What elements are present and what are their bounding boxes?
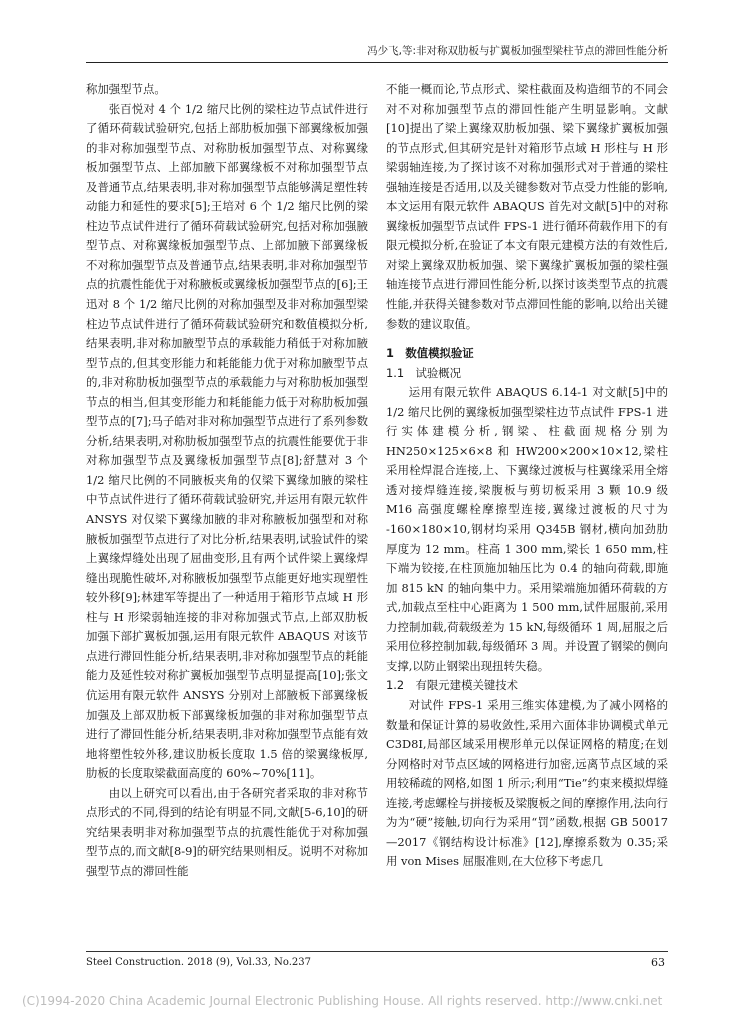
- left-column: [86, 80, 368, 881]
- right-paragraph-intro: 不能一概而论,节点形式、梁柱截面及构造细节的不同会对不对称加强型节点的滞回性能产生明显影响。文献[10]提出了梁上翼缘双肋板加强、梁下翼缘扩翼板加强的节点形式,但其研究是针对箱形节点域 H 形柱与 H 形梁弱轴连接,为了探讨该不对称加强形式对于普通的梁柱强轴连接是否适用,以及关键参数对节点受力性能的影响,本文运用有限元软件 ABAQUS 首先对文献[5]中的对称翼缘板加强型节点试件 FPS-1 进行循环荷载作用下的有限元模拟分析,在验证了本文有限元建模方法的有效性后,对梁上翼缘双肋板加强、梁下翼缘扩翼板加强的梁柱强轴连接节点进行滞回性能分析,以探讨该类型节点的抗震性能,并获得关键参数对节点滞回性能的影响,以给出关键参数的建议取值。: [386, 82, 668, 331]
- page-number: 63: [651, 956, 665, 969]
- journal-citation: Steel Construction. 2018 (9), Vol.33, No.237: [86, 957, 311, 968]
- left-paragraph-summary: 由以上研究可以看出,由于各研究者采取的非对称节点形式的不同,得到的结论有明显不同,文献[5-6,10]的研究结果表明非对称加强型节点的抗震性能优于对称加强型节点的,而文献[8-9]的研究结果则相反。说明不对称加强型节点的滞回性能: [86, 785, 368, 878]
- left-paragraph-continuation: 称加强型节点。: [86, 82, 166, 96]
- right-column: [386, 80, 668, 872]
- running-header: 冯少飞,等:非对称双肋板与扩翼板加强型梁柱节点的滞回性能分析: [367, 45, 668, 57]
- copyright-watermark: (C)1994-2020 China Academic Journal Electronic Publishing House. All rights reserved. http://www.cnki.net: [22, 994, 663, 1008]
- section-heading-1-1: 1.1 试验概况: [386, 365, 462, 380]
- footer-rule: [86, 951, 668, 952]
- section-heading-1-2: 1.2 有限元建模关键技术: [386, 678, 519, 693]
- header-rule: [86, 62, 668, 63]
- paragraph-test-overview: 运用有限元软件 ABAQUS 6.14-1 对文献[5]中的 1/2 缩尺比例的翼缘板加强型梁柱边节点试件 FPS-1 进行实体建模分析,钢梁、柱截面规格分别为 HN250×125×6×8 和 HW200×200×10×12,梁柱采用栓焊混合连接,上、下翼缘过渡板与柱翼缘采用全熔透对接焊缝连接,梁腹板与剪切板采用 3 颗 10.9 级 M16 高强度螺栓摩擦型连接,翼缘过渡板的尺寸为 -160×180×10,钢材均采用 Q345B 钢材,横向加劲肋厚度为 12 mm。柱高 1 300 mm,梁长 1 650 mm,柱下端为铰接,在柱顶施加轴压比为 0.4 的轴向荷载,即施加 815 kN 的轴向集中力。采用梁端施加循环荷载的方式,加载点至柱中心距离为 1 500 mm,试件屈服前,采用力控制加载,荷载级差为 15 kN,每级循环 1 周,屈服之后采用位移控制加载,每级循环 3 周。并设置了钢梁的侧向支撑,以防止钢梁出现扭转失稳。: [386, 385, 668, 673]
- paragraph-fe-modeling: 对试件 FPS-1 采用三维实体建模,为了减小网格的数量和保证计算的易收敛性,采用六面体非协调模式单元 C3D8I,局部区域采用楔形单元以保证网格的精度;在划分网格时对节点区域的网格进行加密,远离节点区域的采用较稀疏的网格,如图 1 所示;利用“Tie”约束来模拟焊缝连接,考虑螺栓与拼接板及梁腹板之间的摩擦作用,法向行为为“硬”接触,切向行为采用“罚”函数,根据 GB 50017—2017《钢结构设计标准》[12],摩擦系数为 0.35;采用 von Mises 屈服准则,在大位移下考虑几: [386, 697, 668, 869]
- section-heading-1: 1 数值模拟验证: [386, 346, 474, 361]
- left-paragraph-literature-review: 张百悦对 4 个 1/2 缩尺比例的梁柱边节点试件进行了循环荷载试验研究,包括上部肋板加强下部翼缘板加强的非对称加强型节点、对称肋板加强型节点、对称翼缘板加强型节点、上部加腋下部翼缘板不对称加强型节点及普通节点,结果表明,非对称加强型节点能够满足塑性转动能力和延性的要求[5];王培对 6 个 1/2 缩尺比例的梁柱边节点试件进行了循环荷载试验研究,包括对称加强腋型节点、对称翼缘板加强型节点、上部加腋下部翼缘板不对称加强型节点及普通节点,结果表明,非对称加强型节点的抗震性能优于对称腋板或翼缘板加强型节点的[6];王迅对 8 个 1/2 缩尺比例的对称加强型及非对称加强型梁柱边节点试件进行了循环荷载试验研究和数值模拟分析,结果表明,非对称加腋型节点的承载能力稍低于对称加腋型节点的,但其变形能力和耗能能力优于对称加腋型节点的,非对称肋板加强型节点的承载能力与对称肋板加强型节点的相当,但其变形能力和耗能能力低于对称肋板加强型节点的[7];马子皓对非对称加强型节点进行了系列参数分析,结果表明,对称肋板加强型节点的抗震性能要优于非对称加强型节点及翼缘板加强型节点[8];舒慧对 3 个 1/2 缩尺比例的不同腋板夹角的仅梁下翼缘加腋的梁柱中节点试件进行了循环荷载试验研究,并运用有限元软件 ANSYS 对仅梁下翼缘加腋的非对称腋板加强型和对称腋板加强型节点进行了对比分析,结果表明,试验试件的梁上翼缘焊缝处出现了屈曲变形,且有两个试件梁上翼缘焊缝出现脆性破坏,对称腋板加强型节点能更好地实现塑性较外移[9];林建军等提出了一种适用于箱形节点域 H 形柱与 H 形梁弱轴连接的非对称加强式节点,上部双肋板加强下部扩翼板加强,运用有限元软件 ABAQUS 对该节点进行滞回性能分析,结果表明,非对称加强型节点的耗能能力及延性较对称扩翼板加强型节点明显提高[10];张文伉运用有限元软件 ANSYS 分别对上部腋板下部翼缘板加强及上部双肋板下部翼缘板加强的非对称加强型节点进行了滞回性能分析,结果表明,非对称加强型节点能有效地将塑性较外移,建议肋板长度取 1.5 倍的梁翼缘板厚,肋板的长度取梁截面高度的 60%~70%[11]。: [86, 101, 368, 781]
